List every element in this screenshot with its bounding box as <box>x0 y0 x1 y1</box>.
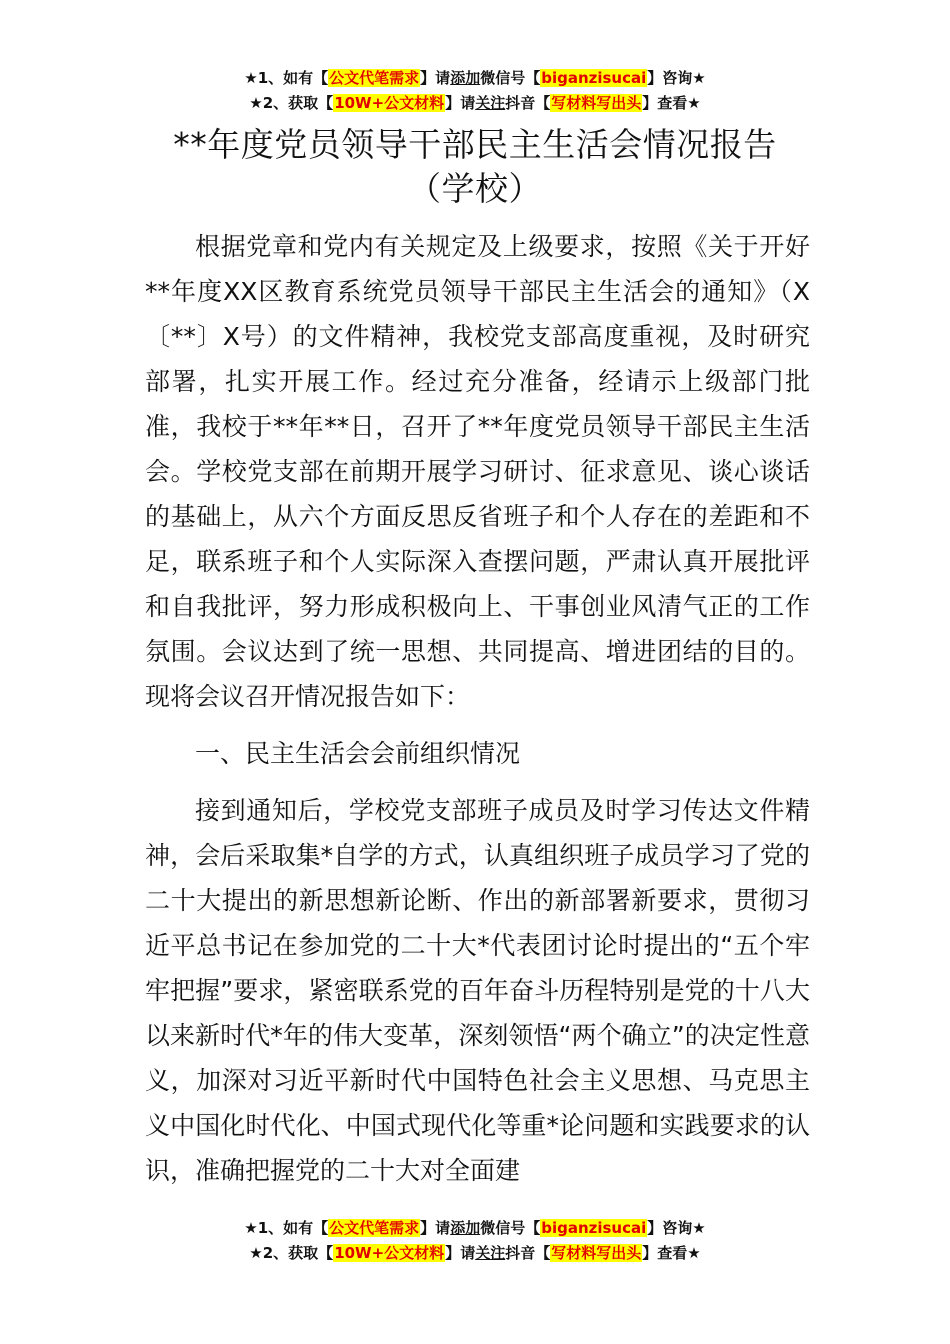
banner-text: 】咨询★ <box>647 1219 706 1237</box>
banner-highlight: biganzisucai <box>541 1219 647 1237</box>
banner-text: 】查看★ <box>642 1244 701 1262</box>
banner-underlined-text: 添加 <box>450 69 481 87</box>
banner-highlight: 写材料写出头 <box>551 94 642 112</box>
banner-underlined-text: 关注 <box>475 94 506 112</box>
banner-text: 抖音【 <box>505 1244 551 1262</box>
banner-text: 】请 <box>420 1219 451 1237</box>
banner-highlight: biganzisucai <box>541 69 647 87</box>
banner-line-2 <box>0 91 950 116</box>
banner-text: ★2、获取【 <box>249 94 334 112</box>
banner-text: ★1、如有【 <box>244 69 329 87</box>
banner-text: 抖音【 <box>505 94 551 112</box>
banner-highlight: 写材料写出头 <box>551 1244 642 1262</box>
banner-text: 】咨询★ <box>647 69 706 87</box>
banner-text: ★2、获取【 <box>249 1244 334 1262</box>
banner-text: 】请 <box>420 69 451 87</box>
banner-underlined-text: 添加 <box>450 1219 481 1237</box>
banner-line-1 <box>0 66 950 91</box>
banner-highlight: 公文代笔需求 <box>329 69 420 87</box>
banner-text: 微信号【 <box>480 1219 541 1237</box>
banner-text: 】请 <box>445 1244 476 1262</box>
document-body <box>145 224 810 1193</box>
banner-text: 】请 <box>445 94 476 112</box>
top-banner <box>0 66 950 116</box>
bottom-banner <box>0 1216 950 1266</box>
body-paragraph: 根据党章和党内有关规定及上级要求，按照《关于开好**年度XX区教育系统党员领导干部民主生活会的通知》（X〔**〕X号）的文件精神，我校党支部高度重视，及时研究部署，扎实开展工作。经过充分准备，经请示上级部门批准，我校于**年**日，召开了**年度党员领导干部民主生活会。学校党支部在前期开展学习研讨、征求意见、谈心谈话的基础上，从六个方面反思反省班子和个人存在的差距和不足，联系班子和个人实际深入查摆问题，严肃认真开展批评和自我批评，努力形成积极向上、干事创业风清气正的工作氛围。会议达到了统一思想、共同提高、增进团结的目的。现将会议召开情况报告如下： <box>145 232 810 711</box>
document-subtitle: （学校） <box>408 169 542 208</box>
banner-text: 】查看★ <box>642 94 701 112</box>
section-heading: 一、民主生活会会前组织情况 <box>195 739 521 768</box>
banner-highlight: 公文代笔需求 <box>329 1219 420 1237</box>
banner-text: ★1、如有【 <box>244 1219 329 1237</box>
banner-line-1 <box>0 1216 950 1241</box>
banner-highlight: 10W+公文材料 <box>334 94 445 112</box>
banner-line-2 <box>0 1241 950 1266</box>
banner-underlined-text: 关注 <box>475 1244 506 1262</box>
banner-highlight: 10W+公文材料 <box>334 1244 445 1262</box>
document-title: **年度党员领导干部民主生活会情况报告 <box>173 125 777 164</box>
banner-text: 微信号【 <box>480 69 541 87</box>
body-paragraph: 接到通知后，学校党支部班子成员及时学习传达文件精神，会后采取集*自学的方式，认真组织班子成员学习了党的二十大提出的新思想新论断、作出的新部署新要求，贯彻习近平总书记在参加党的二十大*代表团讨论时提出的“五个牢牢把握”要求，紧密联系党的百年奋斗历程特别是党的十八大以来新时代*年的伟大变革，深刻领悟“两个确立”的决定性意义，加深对习近平新时代中国特色社会主义思想、马克思主义中国化时代化、中国式现代化等重*论问题和实践要求的认识，准确把握党的二十大对全面建 <box>145 796 810 1185</box>
